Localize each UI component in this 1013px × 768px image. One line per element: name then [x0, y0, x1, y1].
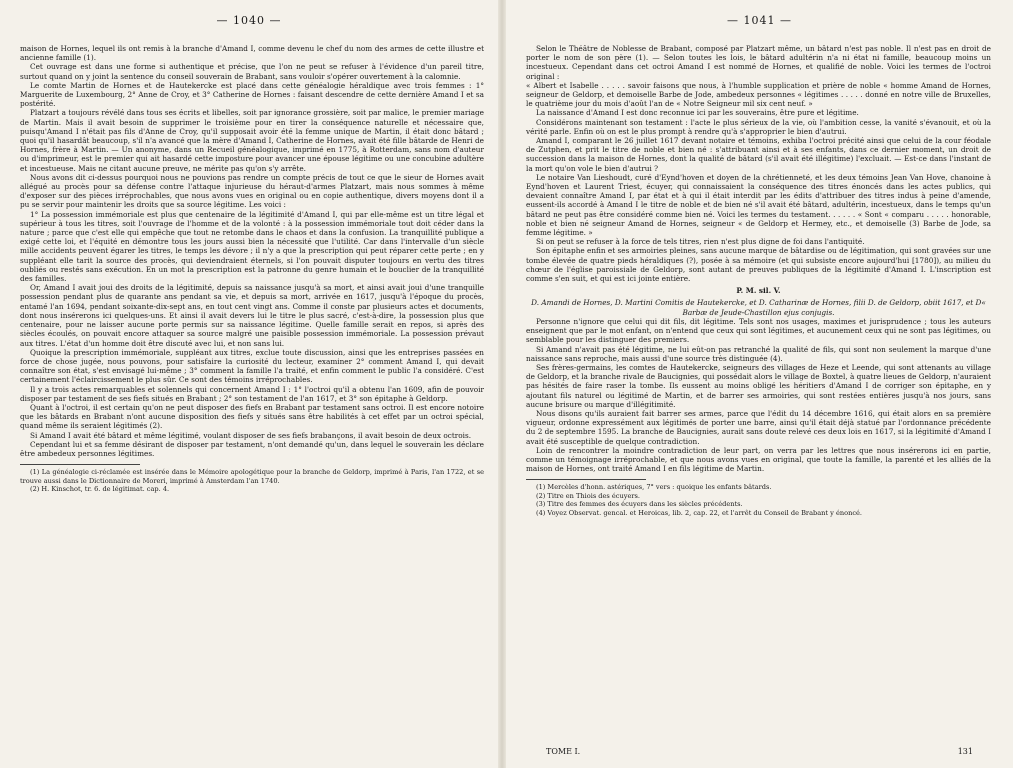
footnote: (3) Titre des femmes des écuyers dans les siècles précédents.	[536, 500, 743, 509]
paragraph: Son épitaphe enfin et ses armoiries pleines, sans aucune marque de bâtardise ou de légitimation, qui sont gravées sur une tombe élevée de quatre pieds héraldiques (?), posée à sa mémoire (et qui subsiste encore aujourd'hui [1780]), au milieu du chœur de l'église paroissiale de Geldorp, sont autant de preuves publiques de la légitimité d'Amand I. L'inscription est comme s'en suit, et qui est ici jointe entière.	[526, 246, 991, 284]
paragraph: 1° La possession immémoriale est plus que centenaire de la légitimité d'Amand I, qui par elle-même est un titre légal et supérieur à tous les titres, soit l'ouvrage de l'homme et de la volonté : à la possession immémoriale tout doit céder dans la nature ; parce que c'est elle qui empêche que tout ne retombe dans le chaos et dans la confusion. La tranquillité publique a exigé cette loi, et l'équité en démontre tous les jours aussi bien la nécessité que l'utilité. Car dans l'intervalle d'un siècle mille accidents peuvent égarer les titres, le temps les dévore ; il n'y a que la prescription qui peut réparer cette perte ; en y suppléant elle tarit la source des procès, qui deviendraient éternels, si l'on pouvait disputer toujours en vertu des titres oubliés ou restés sans exécution. En un mot la prescription est la patronne du genre humain et le bouclier de la tranquillité des familles.	[20, 209, 484, 284]
paragraph: maison de Hornes, lequel ils ont remis à la branche d'Amand I, comme devenu le chef du nom des armes de cette illustre et ancienne famille (1).	[20, 44, 484, 63]
footnote: (1) Mercèles d'honn. astériques, 7° vers : quoique les enfants bâtards.	[536, 483, 772, 492]
footnote-rule	[20, 464, 140, 465]
paragraph: « Albert et Isabelle . . . . . savoir faisons que nous, à l'humble supplication et prière de noble « homme Amand de Hornes, seigneur de Geldorp, et demoiselle Barbe de Jode, ambedeux personnes « légitimes . . . . . donné en notre ville de Bruxelles, le quatrième jour du mois d'août l'an de « Notre Seigneur mil six cent neuf. »	[526, 80, 991, 109]
paragraph: Considérons maintenant son testament : l'acte le plus sérieux de la vie, où l'ambition cesse, la vanité s'évanouit, et où la vérité parle. Enfin où on est le plus prompt à rendre qu'à s'approprier le bien d'autrui.	[526, 117, 991, 136]
paragraph: Le notaire Van Lieshoudt, curé d'Eynd'hoven et doyen de la chrétienneté, et les deux témoins Jean Van Hove, chanoine à Eynd'hoven et Laurent Triest, écuyer, qui connaissaient la conséquence des titres énoncés dans les actes publics, qui devaient connaître Amand I, par état et à qui il était interdit par les édits d'attribuer des titres indus à peine d'amende, eussent-ils accordé à Amand I le titre de noble et de bien né s'il avait été bâtard, adultérin, incestueux, dans le temps qu'un bâtard ne peut pas être considéré comme bien né. Voici les termes du testament. . . . . . « Sont « comparu . . . . . honorable, noble et bien né seigneur Amand de Hornes, seigneur « de Geldorp et Hermey, etc., et demoiselle (3) Barbe de Jode, sa femme légitime. »	[526, 172, 991, 238]
paragraph: Cependant lui et sa femme désirant de disposer par testament, n'ont demandé qu'un, dans lequel le souverain les déclare être ambedeux personnes légitimes.	[20, 439, 484, 458]
paragraph: Amand I, comparant le 26 juillet 1617 devant notaire et témoins, exhiba l'octroi précité ainsi que celui de la cour féodale de Zutphen, et prit le titre de noble et bien né : s'attribuant ainsi et à ses enfants, dans ce dernier moment, un droit de succession dans la maison de Hornes, dont la qualité de bâtard (s'il avait été illégitime) l'excluait. — Est-ce dans l'instant de la mort qu'on vole le bien d'autrui ?	[526, 136, 991, 173]
paragraph: Quoique la prescription immémoriale, suppléant aux titres, exclue toute discussion, ainsi que les entreprises passées en force de chose jugée, nous pouvons, pour satisfaire la curiosité du lecteur, examiner 2° comment Amand I, qui devait connaître son état, s'est envisagé lui-même ; 3° comment la famille l'a traité, et enfin comment le public l'a considéré. C'est certainement l'éclaircissement le plus sûr. Ce sont des témoins irréprochables.	[20, 347, 484, 385]
paragraph: P. M. sil. V.	[736, 286, 781, 296]
footnote: (2) H. Kinschot, tr. 6. de légitimat. cap. 4.	[30, 484, 170, 493]
book-gutter	[498, 0, 506, 768]
paragraph: Quant à l'octroi, il est certain qu'on ne peut disposer des fiefs en Brabant par testament sans octroi. Il est encore notoire que les bâtards en Brabant n'ont aucune disposition des fiefs y situés sans être habilités à cet effet par un octroi spécial, quand même ils seraient légitimés (2).	[20, 402, 484, 431]
paragraph: La naissance d'Amand I est donc reconnue ici par les souverains, être pure et légitime.	[536, 108, 859, 118]
left-footnotes	[20, 468, 484, 493]
paragraph: Platzart a toujours révélé dans tous ses écrits et libelles, soit par ignorance grossière, soit par malice, le premier mariage de Martin. Mais il avait besoin de supprimer le troisième pour en tirer la conséquence naturelle et nécessaire que, puisqu'Amand I n'était pas fils d'Anne de Croy, qu'il supposait avoir été la femme unique de Martin, il était donc bâtard ; quoi qu'il hasardât beaucoup, s'il n'a avancé que la mère d'Amand I, Catherine de Hornes, avait été fille bâtarde de Henri de Hornes, frère à Martin. — Un anonyme, dans un Recueil généalogique, imprimé en 1775, à Rotterdam, sans nom d'auteur ou d'imprimeur, est le premier qui ait hasardé cette imposture pour avancer une épouse légitime ou une concubine adultère et incestueuse. Mais ne citant aucune preuve, ne mérite pas qu'on s'y arrête.	[20, 108, 484, 173]
left-page-body	[20, 44, 484, 493]
right-page	[506, 0, 1013, 768]
right-page-body	[526, 44, 991, 517]
paragraph: Il y a trois actes remarquables et solennels qui concernent Amand I : 1° l'octroi qu'il a obtenu l'an 1609, afin de pouvoir disposer par testament de ses fiefs situés en Brabant ; 2° son testament de l'an 1617, et 3° son épitaphe à Geldorp.	[20, 384, 484, 403]
page-footer	[546, 747, 973, 756]
paragraph: Selon le Théâtre de Noblesse de Brabant, composé par Platzart même, un bâtard n'est pas noble. Il n'est pas en droit de porter le nom de son père (1). — Selon toutes les lois, le bâtard adultérin n'a ni état ni famille, beaucoup moins un incestueux. Cependant dans cet octroi Amand I est nommé de Hornes, et qualifié de noble. Voici les termes de l'octroi original :	[526, 44, 991, 81]
paragraph: Loin de rencontrer la moindre contradiction de leur part, on verra par les lettres que nous insérerons ici en partie, comme un témoignage irréprochable, et que nous avons vues en original, que toute la famille, la parenté et les alliés de la maison de Hornes, ont traité Amand I en fils légitime de Martin.	[526, 445, 991, 474]
paragraph: Personne n'ignore que celui qui dit fils, dit légitime. Tels sont nos usages, maximes et jurisprudence ; tous les auteurs enseignent que par le mot enfant, on n'entend que ceux qui sont légitimes, et aucunement ceux qui ne sont pas légitimes, ou semblable pour les distinguer des premiers.	[526, 316, 991, 345]
paragraph: Si on peut se refuser à la force de tels titres, rien n'est plus digne de foi dans l'antiquité.	[536, 237, 865, 247]
page-number-right: — 1041 —	[727, 14, 792, 27]
left-page	[0, 0, 498, 768]
paragraph: Nous disons qu'ils auraient fait barrer ses armes, parce que l'édit du 14 décembre 1616, qui était alors en sa première vigueur, ordonne expressément aux légitimés de porter une barre, ainsi qu'il était déjà statué par l'ordonnance précédente du 2 de septembre 1595. La branche de Baucignies, aurait sans doute relevé ces deux lois en 1617, si la légitimité d'Amand I avait été susceptible de quelque contradiction.	[526, 408, 991, 446]
paragraph: Nous avons dit ci-dessus pourquoi nous ne pouvions pas rendre un compte précis de tout ce que le sieur de Hornes avait allégué au procès pour sa défense contre l'attaque injurieuse du héraut-d'armes Platzart, mais nous sommes à même d'exposer sur des pièces irréprochables, que nous avons vues en original ou en copie authentique, divers moyens dont il a pu se servir pour maintenir les droits que sa source légitime. Les voici :	[20, 172, 484, 210]
paragraph: Le comte Martin de Hornes et de Hautekercke est placé dans cette généalogie héraldique avec trois femmes : 1° Marguerite de Luxembourg, 2° Anne de Croy, et 3° Catherine de Hornes : faisant descendre de cette dernière Amand I et sa postérité.	[20, 80, 484, 109]
left-paragraphs	[20, 44, 484, 458]
paragraph: Ses frères-germains, les comtes de Hautekercke, seigneurs des villages de Heze et Leende, qui sont attenants au village de Geldorp, et la branche rivale de Baucignies, qui possédait alors le village de Boxtel, à quatre lieues de Geldorp, n'auraient pas hésités de faire raser la tombe. Ils eussent au moins obligé les héritiers d'Amand I de corriger son épitaphe, en y ajoutant fils naturel ou légitimé de Martin, et de barrer ses armoiries, qui sont restées entières jusqu'à nos jours, sans aucune brisure ou marque d'illégitimité.	[526, 362, 992, 409]
paragraph: Si Amand n'avait pas été légitime, ne lui eût-on pas retranché la qualité de fils, qui sont non seulement la marque d'une naissance sans reproche, mais aussi d'une source très distinguée (4).	[526, 344, 991, 363]
footnote: (4) Voyez Observat. gencal. et Heroicas, lib. 2, cap. 22, et l'arrêt du Conseil de Brabant y énoncé.	[536, 508, 863, 517]
paragraph: Si Amand I avait été bâtard et même légitimé, voulant disposer de ses fiefs brabançons, il avait besoin de deux octrois.	[30, 430, 472, 440]
paragraph: Cet ouvrage est dans une forme si authentique et précise, que l'on ne peut se refuser à l'évidence d'un pareil titre, surtout quand on y joint la sentence du conseil souverain de Brabant, sans vouloir s'opérer ouvertement à la calomnie.	[20, 62, 484, 81]
footnote: (1) La généalogie ci-réclamée est insérée dans le Mémoire apologétique pour la branche de Geldorp, imprimé à Paris, l'an 1722, et se trouve aussi dans le Dictionnaire de Moreri, imprimé à Amsterdam l'an 1740.	[20, 468, 484, 485]
footnote-rule	[526, 479, 646, 480]
volume-label: TOME I.	[546, 747, 581, 756]
paragraph: Or, Amand I avait joui des droits de la légitimité, depuis sa naissance jusqu'à sa mort, et ainsi avait joui d'une tranquille possession pendant plus de quarante ans pendant sa vie, et depuis sa mort, arrivée en 1617, jusqu'à l'époque du procès, entamé l'an 1694, pendant soixante-dix-sept ans, en tout cent vingt ans. Comme il conste par plusieurs actes et documents, dont nous insérerons ici quelques-uns. Et ainsi il avait devers lui le titre le plus sacré, c'est-à-dire, la possession plus que centenaire, pour ne laisser aucune porte permis sur sa naissance légitime. Quelle famille serait en repos, si après des siècles écoulés, on pouvait encore attaquer sa source malgré une paisible possession immémoriale. La possession prévaut aux titres. L'état d'un homme doit être discuté avec lui, et non sans lui.	[20, 283, 484, 348]
page-number-left: — 1040 —	[216, 14, 282, 27]
right-paragraphs	[526, 44, 991, 473]
paragraph: D. Amandi de Hornes, D. Martini Comitis de Hautekercke, et D. Catharinæ de Hornes, filii D. de Geldorp, obiit 1617, et D« Barbæ de Jeude-Chastillon ejus conjugis.	[531, 298, 986, 317]
signature-number: 131	[957, 747, 973, 756]
right-footnotes	[526, 483, 991, 517]
footnote: (2) Titre en Thiois des écuyers.	[536, 491, 641, 500]
